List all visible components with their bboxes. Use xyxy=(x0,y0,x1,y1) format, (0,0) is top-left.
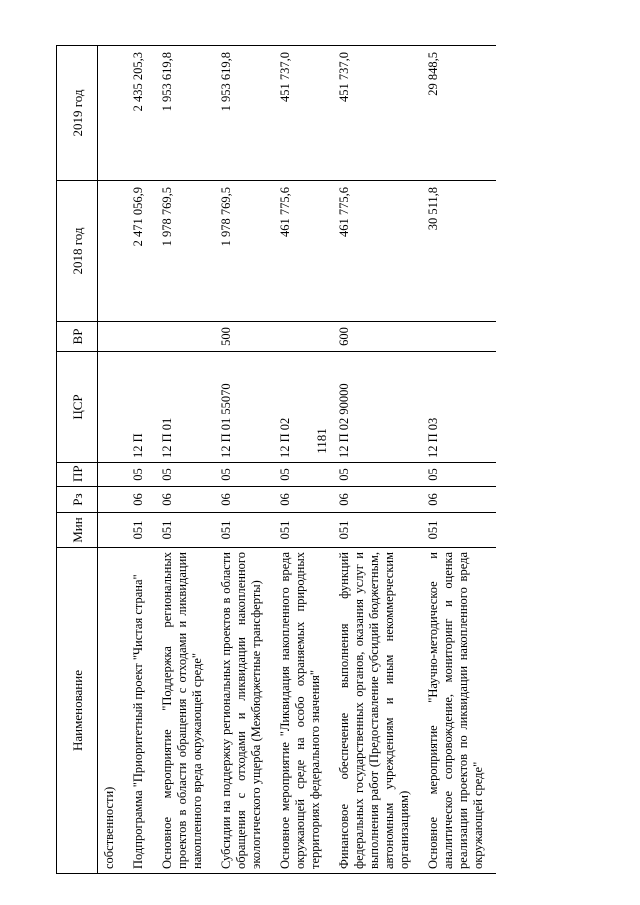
table-row xyxy=(422,46,496,874)
cell-rz: 06 xyxy=(274,487,333,513)
cell-rz: 06 xyxy=(422,487,496,513)
table-row xyxy=(333,46,422,874)
cell-pr: 05 xyxy=(333,463,422,487)
cell-name: Основное мероприятие "Поддержка региональных проектов в области обращения с отходами и ликвидации накопленного вреда окружающей среде" xyxy=(156,548,215,874)
cell-y2018: 2 471 056,9 xyxy=(127,181,156,322)
header-name: Наименование xyxy=(57,548,98,874)
cell-name: Основное мероприятие "Ликвидация накопленного вреда окружающей среде на особо охраняемых природных территориях федерального значения" xyxy=(274,548,333,874)
cell-pr: 05 xyxy=(127,463,156,487)
header-min: Мин xyxy=(57,513,98,548)
cell-name: Основное мероприятие "Научно-методическое и аналитическое сопровождение, мониторинг и оценка реализации проектов по ликвидации накопленного вреда окружающей среде" xyxy=(422,548,496,874)
cell-y2018: 30 511,8 xyxy=(422,181,496,322)
cell-pr: 05 xyxy=(422,463,496,487)
cell-rz: 06 xyxy=(215,487,274,513)
cell-rz xyxy=(98,487,128,513)
header-vr: ВР xyxy=(57,322,98,352)
cell-csr: 12 П 02 xyxy=(274,352,333,463)
header-rz: Рз xyxy=(57,487,98,513)
cell-y2019: 451 737,0 xyxy=(274,46,333,181)
cell-name: Субсидии на поддержку региональных проектов в области обращения с отходами и ликвидации накопленного экологического ущерба (Межбюджетные трансферты) xyxy=(215,548,274,874)
cell-min: 051 xyxy=(274,513,333,548)
cell-y2019: 2 435 205,3 xyxy=(127,46,156,181)
cell-y2019: 29 848,5 xyxy=(422,46,496,181)
cell-pr: 05 xyxy=(274,463,333,487)
cell-vr xyxy=(156,322,215,352)
table-row xyxy=(215,46,274,874)
cell-rz: 06 xyxy=(156,487,215,513)
cell-csr: 12 П 02 90000 xyxy=(333,352,422,463)
budget-table xyxy=(56,45,496,874)
cell-vr xyxy=(127,322,156,352)
cell-y2018: 461 775,6 xyxy=(274,181,333,322)
page-number: 1181 xyxy=(314,428,329,454)
cell-min: 051 xyxy=(127,513,156,548)
cell-csr xyxy=(98,352,128,463)
cell-vr xyxy=(98,322,128,352)
cell-csr: 12 П xyxy=(127,352,156,463)
cell-y2018: 1 978 769,5 xyxy=(156,181,215,322)
cell-pr: 05 xyxy=(156,463,215,487)
cell-csr: 12 П 01 xyxy=(156,352,215,463)
header-2019: 2019 год xyxy=(57,46,98,181)
header-row xyxy=(57,46,98,874)
cell-vr xyxy=(274,322,333,352)
cell-y2018 xyxy=(98,181,128,322)
cell-y2019: 451 737,0 xyxy=(333,46,422,181)
cell-y2019: 1 953 619,8 xyxy=(215,46,274,181)
cell-vr xyxy=(422,322,496,352)
cell-csr: 12 П 01 55070 xyxy=(215,352,274,463)
cell-y2018: 461 775,6 xyxy=(333,181,422,322)
table-row xyxy=(127,46,156,874)
cell-name: Финансовое обеспечение выполнения функций федеральных государственных органов, оказания услуг и выполнения работ (Предоставление субсидий бюджетным, автономным учреждениям и иным некоммерческим организациям) xyxy=(333,548,422,874)
table-row xyxy=(156,46,215,874)
header-2018: 2018 год xyxy=(57,181,98,322)
cell-vr: 600 xyxy=(333,322,422,352)
cell-y2019 xyxy=(98,46,128,181)
header-csr: ЦСР xyxy=(57,352,98,463)
header-pr: ПР xyxy=(57,463,98,487)
table-row xyxy=(274,46,333,874)
cell-min: 051 xyxy=(333,513,422,548)
cell-min xyxy=(98,513,128,548)
cell-y2019: 1 953 619,8 xyxy=(156,46,215,181)
cell-rz: 06 xyxy=(333,487,422,513)
table-row xyxy=(98,46,128,874)
cell-csr: 12 П 03 xyxy=(422,352,496,463)
cell-min: 051 xyxy=(422,513,496,548)
cell-pr xyxy=(98,463,128,487)
cell-name: собственности) xyxy=(98,548,128,874)
cell-name: Подпрограмма "Приоритетный проект "Чистая страна" xyxy=(127,548,156,874)
cell-vr: 500 xyxy=(215,322,274,352)
cell-pr: 05 xyxy=(215,463,274,487)
cell-min: 051 xyxy=(156,513,215,548)
cell-y2018: 1 978 769,5 xyxy=(215,181,274,322)
cell-min: 051 xyxy=(215,513,274,548)
cell-rz: 06 xyxy=(127,487,156,513)
